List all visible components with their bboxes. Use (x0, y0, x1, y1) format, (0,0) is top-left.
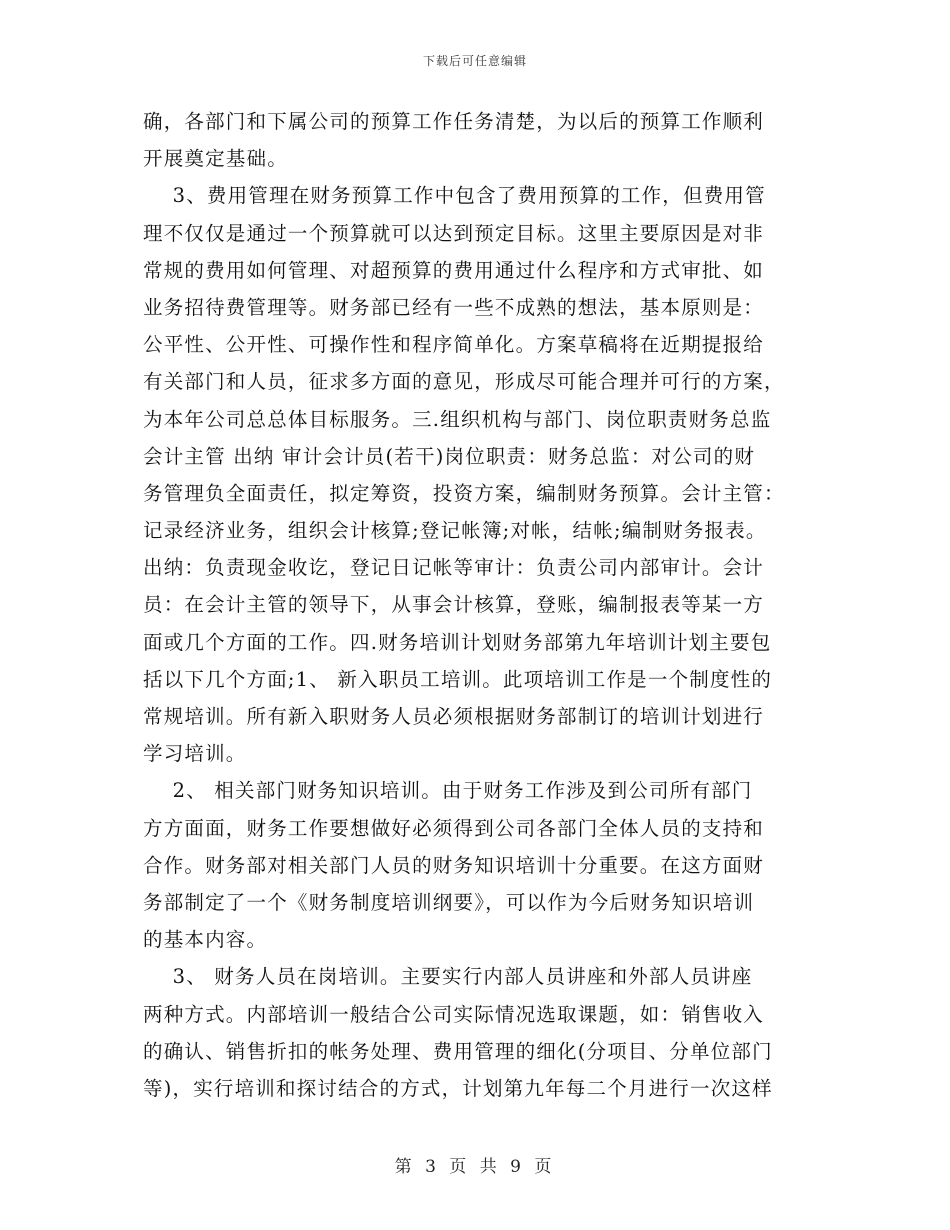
text-line: 学习培训。 (143, 742, 247, 766)
text-line: 方方面面，财务工作要想做好必须得到公司各部门全体人员的支持和 (143, 816, 765, 840)
page-header: 下载后可任意编辑 (422, 54, 527, 68)
text-line: 面或几个方面的工作。四.财务培训计划财务部第九年培训计划主要包 (143, 630, 772, 654)
text-line: 两种方式。内部培训一般结合公司实际情况选取课题，如：销售收入 (143, 1002, 765, 1026)
text-line: 业务招待费管理等。财务部已经有一些不成熟的想法，基本原则是： (143, 295, 765, 319)
text-line: 确，各部门和下属公司的预算工作任务清楚，为以后的预算工作顺利 (143, 110, 765, 133)
text-line: 常规培训。所有新入职财务人员必须根据财务部制订的培训计划进行 (143, 705, 765, 728)
text-line: 务管理负全面责任，拟定筹资，投资方案，编制财务预算。会计主管： (143, 481, 785, 505)
text-line: 记录经济业务，组织会计核算;登记帐簿;对帐，结帐;编制财务报表。 (143, 519, 767, 543)
text-line: 理不仅仅是通过一个预算就可以达到预定目标。这里主要原因是对非 (143, 221, 765, 245)
text-line: 开展奠定基础。 (143, 147, 288, 171)
text-line: 会计主管 出纳 审计会计员(若干)岗位职责：财务总监：对公司的财 (143, 444, 756, 468)
text-line: 的基本内容。 (143, 928, 268, 952)
text-line: 公平性、公开性、可操作性和程序简单化。方案草稿将在近期提报给 (143, 333, 765, 357)
text-line: 的确认、销售折扣的帐务处理、费用管理的细化(分项目、分单位部门 (143, 1039, 773, 1063)
text-line: 出纳：负责现金收讫，登记日记帐等审计：负责公司内部审计。会计 (143, 556, 765, 580)
text-line: 常规的费用如何管理、对超预算的费用通过什么程序和方式审批、如 (143, 258, 765, 282)
text-line: 2、 相关部门财务知识培训。由于财务工作涉及到公司所有部门 (143, 779, 753, 803)
text-line: 为本年公司总总体目标服务。三.组织机构与部门、岗位职责财务总监 (143, 407, 772, 431)
document-body (143, 103, 808, 1107)
text-line: 等)，实行培训和探讨结合的方式，计划第九年每二个月进行一次这样 (143, 1076, 773, 1100)
text-line: 务部制定了一个《财务制度培训纲要》，可以作为今后财务知识培训 (143, 890, 755, 914)
text-line: 员：在会计主管的领导下，从事会计核算，登账，编制报表等某一方 (143, 593, 765, 617)
page-footer: 第 3 页 共 9 页 (394, 1157, 556, 1177)
text-line: 有关部门和人员，征求多方面的意见，形成尽可能合理并可行的方案， (143, 370, 785, 394)
text-line: 括以下几个方面;1、 新入职员工培训。此项培训工作是一个制度性的 (143, 667, 773, 691)
text-line: 3、费用管理在财务预算工作中包含了费用预算的工作，但费用管 (143, 184, 766, 208)
text-line: 3、 财务人员在岗培训。主要实行内部人员讲座和外部人员讲座 (143, 965, 753, 989)
text-line: 合作。财务部对相关部门人员的财务知识培训十分重要。在这方面财 (143, 853, 765, 877)
